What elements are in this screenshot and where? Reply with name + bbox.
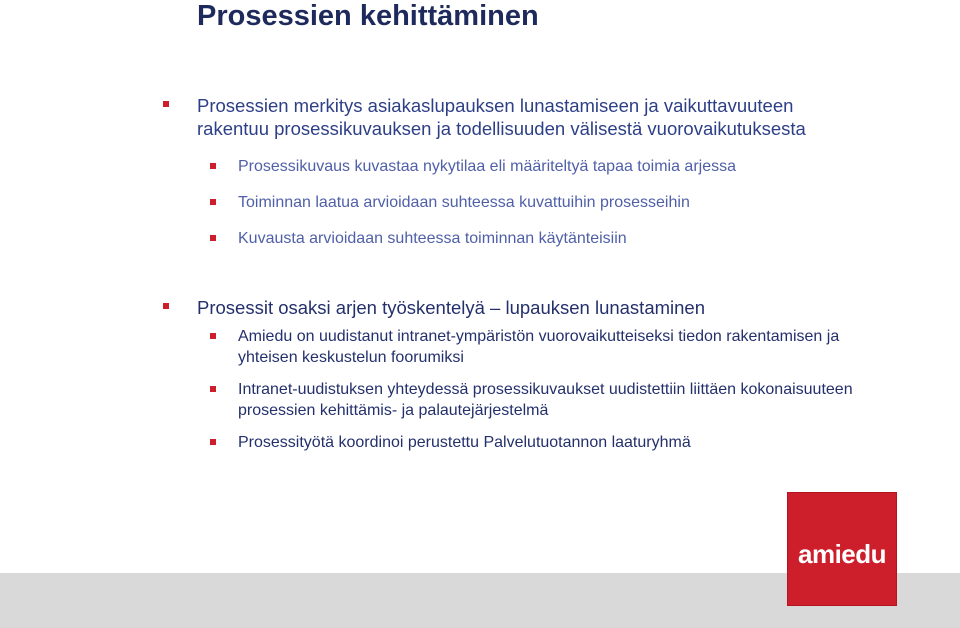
bullet-text: Prosessit osaksi arjen työskentelyä – lupauksen lunastaminen bbox=[197, 297, 706, 318]
bullet-text: Kuvausta arvioidaan suhteessa toiminnan käytänteisiin bbox=[238, 230, 627, 247]
bullet-group-2 bbox=[160, 296, 860, 453]
slide-title: Prosessien kehittäminen bbox=[197, 0, 539, 32]
bullet-item-level1 bbox=[160, 94, 860, 140]
bullet-text: Intranet-uudistuksen yhteydessä prosessikuvaukset uudistettiin liittäen kokonaisuuteen prosessien kehittämis- ja palautejärjestelmä bbox=[238, 381, 853, 419]
bullet-text: Prosessien merkitys asiakaslupauksen lunastamiseen ja vaikuttavuuteen rakentuu prosessikuvauksen ja todellisuuden välisestä vuorovaikutuksesta bbox=[197, 95, 806, 139]
square-bullet-icon bbox=[210, 439, 216, 445]
square-bullet-icon bbox=[210, 163, 216, 169]
bullet-item-level1 bbox=[160, 296, 860, 319]
square-bullet-icon bbox=[210, 333, 216, 339]
bullet-item-level2 bbox=[160, 432, 860, 453]
amiedu-logo bbox=[788, 493, 896, 605]
bullet-item-level2 bbox=[160, 326, 860, 368]
bullet-text: Toiminnan laatua arvioidaan suhteessa kuvattuihin prosesseihin bbox=[238, 194, 690, 211]
logo-text: amiedu bbox=[797, 539, 887, 569]
bullet-text: Prosessikuvaus kuvastaa nykytilaa eli määriteltyä tapaa toimia arjessa bbox=[238, 158, 737, 175]
square-bullet-icon bbox=[210, 235, 216, 241]
bullet-text: Prosessityötä koordinoi perustettu Palvelutuotannon laaturyhmä bbox=[238, 434, 691, 451]
square-bullet-icon bbox=[210, 199, 216, 205]
slide-content bbox=[160, 94, 860, 453]
square-bullet-icon bbox=[163, 303, 169, 309]
bullet-item-level2 bbox=[160, 156, 860, 177]
square-bullet-icon bbox=[163, 101, 169, 107]
square-bullet-icon bbox=[210, 386, 216, 392]
bullet-item-level2 bbox=[160, 228, 860, 249]
bullet-group-1 bbox=[160, 94, 860, 249]
bullet-item-level2 bbox=[160, 192, 860, 213]
bullet-item-level2 bbox=[160, 379, 860, 421]
bullet-text: Amiedu on uudistanut intranet-ympäristön vuorovaikutteiseksi tiedon rakentamisen ja yhteisen keskustelun foorumiksi bbox=[238, 328, 840, 366]
